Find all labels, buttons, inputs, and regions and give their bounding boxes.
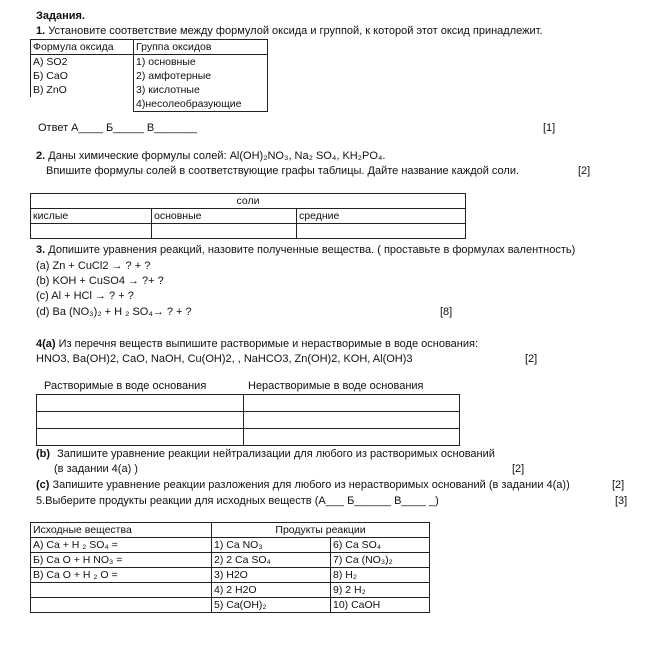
q4-score: [2] [525, 353, 538, 365]
q4-answer-cell[interactable] [37, 395, 244, 412]
q5-cell: 2) 2 Ca SO₄ [212, 553, 331, 568]
q3-equation: (c) Al + HCl → ? + ? [36, 290, 134, 302]
q4-col-soluble: Растворимые в воде основания [44, 380, 207, 392]
q3-equation: (b) KOH + CuSO4 → ?+ ? [36, 275, 164, 287]
q4c-text: Запишите уравнение реакции разложения для любого из нерастворимых оснований (в задании 4(а)) [52, 479, 570, 491]
q5-cell [31, 598, 212, 613]
q1-answer-line: Ответ А____ Б_____ В_______ [38, 122, 198, 134]
q3-equation: (a) Zn + CuCl2 → ? + ? [36, 260, 151, 272]
q4b-text-cont: (в задании 4(а) ) [54, 463, 138, 475]
q4-answer-cell[interactable] [244, 412, 460, 429]
q3-score: [8] [440, 306, 453, 318]
q5-score: [3] [615, 495, 628, 507]
q4-text: Из перечня веществ выпишите растворимые и нерастворимые в воде основания: [58, 338, 479, 350]
q5-cell [31, 583, 212, 598]
q2-question [36, 150, 385, 163]
q4b-text: Запишите уравнение реакции нейтрализации для любого из растворимых оснований [57, 448, 495, 460]
q1-cell: Б) CaO [31, 69, 134, 83]
q4c-label: (c) [36, 479, 50, 491]
q1-cell: 1) основные [134, 55, 268, 70]
q3-equation: (d) Ba (NO₃)₂ + H ₂ SO₄→ ? + ? [36, 306, 192, 318]
q1-cell: 4)несолеобразующие [134, 97, 268, 112]
q5-cell: Б) Ca O + H NO₃ = [31, 553, 212, 568]
q5-cell: 5) Ca(OH)₂ [212, 598, 331, 613]
q5-col-products: Продукты реакции [212, 523, 430, 538]
q5-cell: 8) H₂ [331, 568, 430, 583]
q5-cell: 9) 2 H₂ [331, 583, 430, 598]
q1-question [36, 25, 543, 38]
q1-cell: А) SO2 [31, 55, 134, 70]
q4b-label: (b) [36, 448, 51, 460]
q2-instruction: Впишите формулы солей в соответствующие графы таблицы. Дайте название каждой соли. [46, 165, 520, 177]
q4b-score: [2] [512, 463, 525, 475]
q2-answer-cell[interactable] [152, 224, 297, 239]
q1-score: [1] [543, 122, 556, 134]
q4-answer-cell[interactable] [244, 395, 460, 412]
q4-answer-cell[interactable] [37, 429, 244, 446]
q1-number: 1. [36, 25, 46, 37]
page-heading: Задания. [36, 10, 85, 22]
q5-cell: В) Ca O + H ₂ O = [31, 568, 212, 583]
q2-text: Даны химические формулы солей: Al(OH)₂NO₃, Na₂ SO₄, KH₂PO₄. [48, 150, 386, 162]
q3-text: Допишите уравнения реакций, назовите полученные вещества. ( проставьте в формулах валентность) [48, 244, 576, 256]
q2-col-basic: основные [152, 209, 297, 224]
q1-cell: 3) кислотные [134, 83, 268, 97]
q2-answer-cell[interactable] [297, 224, 466, 239]
q5-cell: 7) Ca (NO₃)₂ [331, 553, 430, 568]
q2-score: [2] [578, 165, 591, 177]
q3-number: 3. [36, 244, 46, 256]
q5-cell: 6) Ca SO₄ [331, 538, 430, 553]
q4-col-insoluble: Нерастворимые в воде основания [248, 380, 424, 392]
q2-col-acidic: кислые [31, 209, 152, 224]
q4-answer-cell[interactable] [244, 429, 460, 446]
q5-question: 5.Выберите продукты реакции для исходных веществ (А___ Б______ В____ _) [36, 495, 439, 507]
q2-table-title: соли [31, 194, 466, 209]
q1-text: Установите соответствие между формулой оксида и группой, к которой этот оксид принадлежит. [48, 25, 543, 37]
q5-cell: А) Ca + H ₂ SO₄ = [31, 538, 212, 553]
q5-cell: 10) CaOH [331, 598, 430, 613]
q1-cell: 2) амфотерные [134, 69, 268, 83]
q1-col-formula: Формула оксида [31, 40, 134, 55]
q4-answer-cell[interactable] [37, 412, 244, 429]
q5-cell: 1) Ca NO₃ [212, 538, 331, 553]
q1-cell: В) ZnO [31, 83, 134, 97]
q5-col-reactants: Исходные вещества [31, 523, 212, 538]
q2-number: 2. [36, 150, 46, 162]
q2-table [30, 193, 466, 239]
q1-col-group: Группа оксидов [134, 40, 268, 55]
q4-number: 4(a) [36, 338, 56, 350]
q4c-score: [2] [612, 479, 625, 491]
q4-question [36, 338, 478, 351]
q4b-question [36, 448, 495, 461]
q4-table [36, 394, 460, 446]
q5-cell: 4) 2 H2O [212, 583, 331, 598]
q1-cell [31, 97, 134, 112]
q5-cell: 3) H2O [212, 568, 331, 583]
q5-table [30, 522, 430, 613]
q2-answer-cell[interactable] [31, 224, 152, 239]
q4-substance-list: HNO3, Ba(OH)2, CaO, NaOH, Cu(OH)2, , NaHCO3, Zn(OH)2, KOH, Al(OH)3 [36, 353, 413, 365]
q3-question [36, 244, 575, 257]
q1-table [30, 39, 268, 112]
q2-col-normal: средние [297, 209, 466, 224]
q4c-question [36, 479, 570, 492]
